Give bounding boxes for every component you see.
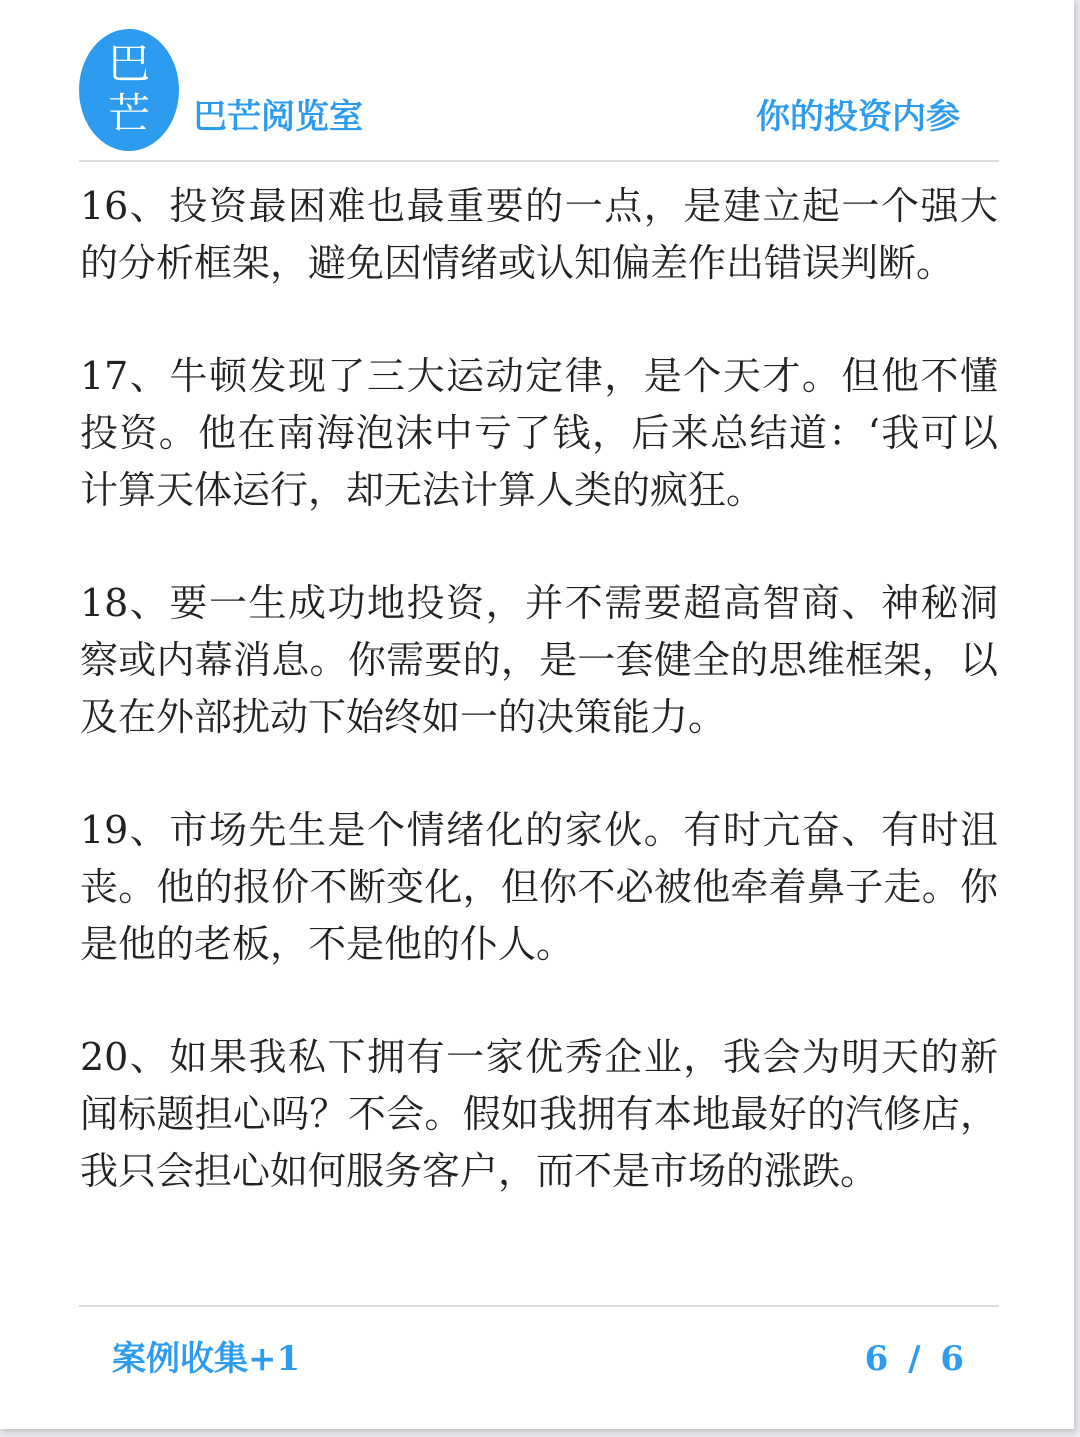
logo-char-top: 巴 <box>107 39 150 88</box>
page-indicator: 6 / 6 <box>864 1339 964 1379</box>
quote-item: 16、投资最困难也最重要的一点，是建立起一个强大的分析框架，避免因情绪或认知偏差作出错误判断。 <box>80 184 998 285</box>
footer-divider <box>79 1305 999 1307</box>
brand-name: 巴芒阅览室 <box>193 97 363 137</box>
collection-label: 案例收集+1 <box>112 1339 301 1379</box>
quote-item: 17、牛顿发现了三大运动定律，是个天才。但他不懂投资。他在南海泡沫中亏了钱，后来总结道：‘我可以计算天体运行，却无法计算人类的疯狂。 <box>80 354 998 512</box>
header-divider <box>79 160 999 162</box>
quote-item: 20、如果我私下拥有一家优秀企业，我会为明天的新闻标题担心吗？不会。假如我拥有本地最好的汽修店，我只会担心如何服务客户，而不是市场的涨跌。 <box>80 1035 998 1193</box>
quote-item: 18、要一生成功地投资，并不需要超高智商、神秘洞察或内幕消息。你需要的，是一套健全的思维框架，以及在外部扰动下始终如一的决策能力。 <box>80 581 998 739</box>
brand-logo <box>79 29 179 151</box>
quote-list <box>80 178 998 1256</box>
logo-char-bottom: 芒 <box>107 89 150 138</box>
quote-item: 19、市场先生是个情绪化的家伙。有时亢奋、有时沮丧。他的报价不断变化，但你不必被他牵着鼻子走。你是他的老板，不是他的仆人。 <box>80 808 998 966</box>
tagline: 你的投资内参 <box>756 97 960 137</box>
